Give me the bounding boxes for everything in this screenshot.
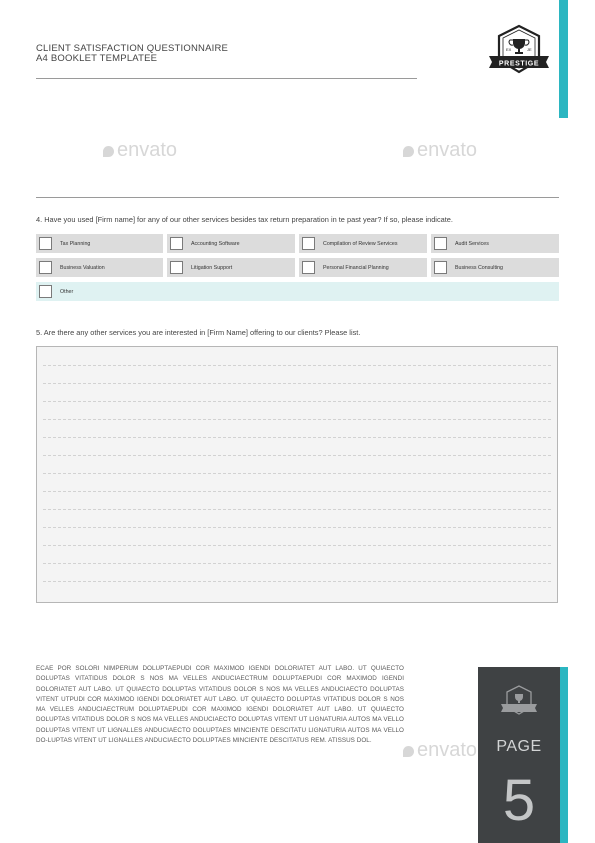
answer-line [43,491,551,492]
accent-bar-top [559,0,568,118]
page-number: 5 [502,768,536,833]
option-litigation-support[interactable] [167,258,295,277]
checkbox[interactable] [302,237,315,250]
header-divider [36,78,417,79]
envato-leaf-icon [403,746,414,757]
answer-line [43,455,551,456]
page-number-panel [478,667,560,843]
answer-line [43,419,551,420]
header-title: CLIENT SATISFACTION QUESTIONNAIRE [36,43,229,54]
checkbox[interactable] [170,261,183,274]
checkbox[interactable] [170,237,183,250]
option-business-valuation[interactable] [36,258,163,277]
checkbox[interactable] [434,261,447,274]
answer-line [43,581,551,582]
option-label: Tax Planning [60,240,91,247]
checkbox[interactable] [302,261,315,274]
checkbox[interactable] [39,261,52,274]
logo-ribbon-text: PRESTIGE [498,60,540,68]
option-other[interactable] [36,282,559,301]
option-tax-planning[interactable] [36,234,163,253]
answer-line [43,527,551,528]
option-label: Audit Services [455,240,489,247]
option-label: Business Valuation [60,264,105,271]
prestige-logo [486,24,552,80]
option-label: Compilation of Review Services [323,240,398,247]
header-subtitle: A4 BOOKLET TEMPLATEE [36,53,158,64]
checkbox[interactable] [434,237,447,250]
watermark-text: envato [117,139,178,161]
answer-line [43,473,551,474]
watermark [403,139,477,162]
watermark-text: envato [417,139,478,161]
option-label: Litigation Support [191,264,233,271]
prestige-logo-small [499,685,539,719]
checkbox[interactable] [39,285,52,298]
question-4-text: 4. Have you used [Firm name] for any of our other services besides tax return preparation in te past year? If so, please indicate. [36,215,453,224]
envato-leaf-icon [403,146,414,157]
answer-line [43,563,551,564]
accent-bar-bottom [560,667,568,843]
option-business-consulting[interactable] [431,258,559,277]
answer-line [43,383,551,384]
watermark [403,739,477,762]
option-label: Other [60,288,74,295]
option-compilation-review[interactable] [299,234,427,253]
envato-leaf-icon [103,146,114,157]
option-audit-services[interactable] [431,234,559,253]
option-personal-financial-planning[interactable] [299,258,427,277]
svg-text:EX: EX [506,47,512,52]
document-header [36,44,228,64]
option-label: Personal Financial Planning [323,264,389,271]
checkbox[interactable] [39,237,52,250]
option-label: Business Consulting [455,264,503,271]
watermark [103,139,177,162]
section-divider [36,197,559,198]
svg-text:JE: JE [527,47,532,52]
body-paragraph: ECAE POR SOLORI NIMPERUM DOLUPTAEPUDI COR MAXIMOD IGENDI DOLORIATET AUT LABO. UT QUIAECTO DOLUPTAS VITATIDUS DOLOR S NOS MA VELLES ANDUCIAECTRUM DOLUPTAEPUDI COR MAXIMOD IGENDI DOLORIATET AUT LABO. UT QUIAECTO DOLUPTAS VITATIDUS DOLOR S NOS MA VELLES ANDUCIAECTO DOLUPTAS VITENT UTPUDI COR MAXIMOD IGENDI DOLORIATET AUT LABO. UT QUIAECTO DOLUPTAS VITATIDUS DOLOR S NOS MA VELLES ANDUCIAECTRUM DOLUPTAEPUDI COR MAXIMOD IGENDI DOLORIATET AUT LABO. UT QUIAECTO DOLUPTAS VITATIDUS DOLOR S NOS MA VELLES ANDUCIAECTO DOLUPTAS VITENT UT LIGNATURIA AUTOS MA VELLO DOLUPTAS VITENT UT LIGNALLES ANDUCIAECTO DOLUPTAES MINCIENTE DESCITATU LIGNATURIA AUTOS MA VELLO DO-LUPTAS VITENT UT LIGNALLES ANDUCIAECTO DOLUPTAES MINCIENTE DESCITATUS REM. ATISSUS DOL. [36,665,404,745]
answer-line [43,437,551,438]
watermark-text: envato [417,739,478,761]
question-5-text: 5. Are there any other services you are interested in [Firm Name] offering to our clients? Please list. [36,328,361,337]
answer-line [43,509,551,510]
option-accounting-software[interactable] [167,234,295,253]
answer-box[interactable] [36,346,558,603]
page-label: PAGE [496,738,542,755]
answer-line [43,401,551,402]
option-label: Accounting Software [191,240,240,247]
answer-line [43,545,551,546]
answer-line [43,365,551,366]
